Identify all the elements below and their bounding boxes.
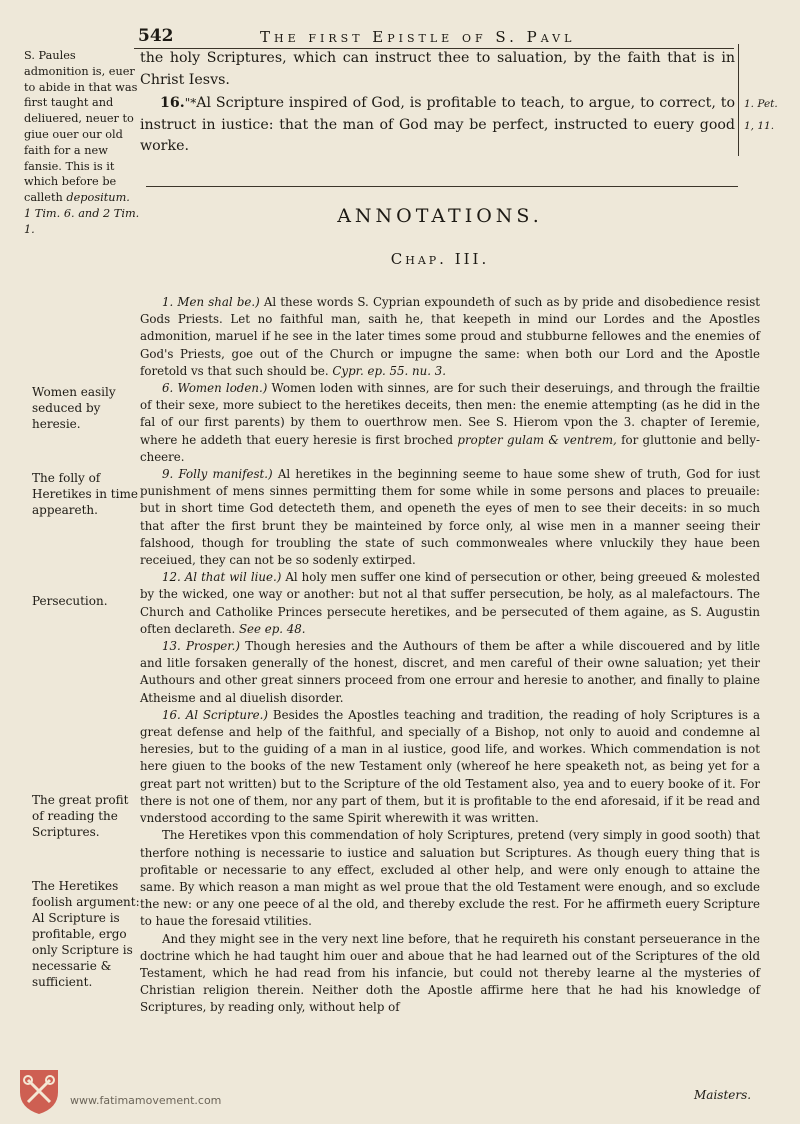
annotation-text: The Heretikes vpon this commendation of holy Scriptures, pretend (very simply in good sooth) that therfore nothing is necessarie to iustice and saluation but Scriptures. As though euery thing that is profitable or necessarie to any effect, excluded al other help, and were only enough to attaine the same. By which reason a man might as wel proue that the old Testament were enough, and so exclude the new: or any one peece of al the old, and thereby exclude the rest. For he affirmeth euery Scripture to haue the foresaid vtilities. (140, 828, 760, 929)
annotation-text: Al heretikes in the beginning seeme to haue some shew of truth, God for iust punishment of mens sinnes permitting them for some while in some persons and places to preuaile: but in short time God detecteth them, and openeth the eyes of men to see their deceits: in so much that after the first brunt they be mainteined by force only, al wise men in a manner seeing their falshood, though for troubling the state of such commonweales where vnluckily they haue been receiued, they can not be so sodenly extirped. (140, 467, 760, 568)
annotation-text: Though heresies and the Authours of them be after a while discouered and by litle and litle forsaken generally of the honest, discret, and men careful of their owne saluation; yet their Authours and other great sinners proceed from one errour and heresie to another, and finally to plaine Atheisme and al diuelish disorder. (140, 639, 760, 705)
annotations-body (140, 294, 760, 1017)
running-title: The first Epistle of S. Pavl (260, 28, 576, 46)
annotation-paragraph (140, 294, 760, 380)
annotation-paragraph (140, 380, 760, 466)
scripture-text (140, 48, 735, 158)
annotation-tail: for gluttonie and belly-cheere. (140, 432, 760, 464)
catchword: Maisters. (694, 1088, 752, 1102)
verse-16-mark: "* (184, 96, 197, 110)
annotation-text: Besides the Apostles teaching and tradition, the reading of holy Scriptures is a great defense and help of the faithful, and specially of a Bishop, not only to auoid and condemne al heresies, but to the guiding of a man in al iustice, good life, and workes. Which commendation is not here giuen to the books of the new Testament only (whereof he here speaketh not, as being yet for a great part not written) but to the Scripture of the old Testament also, yea and to euery booke of it. For there is not one of them, nor any part of them, but it is profitable to the end aforesaid, if it be read and vnderstood according to the same Spirit wherewith it was written. (140, 707, 760, 826)
margin-ref-right (744, 93, 800, 137)
verse-16 (140, 93, 735, 158)
annotation-text: Al these words S. Cyprian expoundeth of such as by pride and disobedience resist Gods Priests. Let no faithful man, saith he, that keepeth in mind our Lordes and the Apostles admonition, maruel if he see in the later times some proud and stubburne fellowes and the enemies of God's Priests, goe out of the Church or impugne the same: when both our Lord and the Apostle foretold vs that such should be. (140, 295, 760, 378)
annotation-text: And they might see in the very next line before, that he requireth his constant perseuerance in the doctrine which he had taught him ouer and aboue that he had learned out of the Scriptures of the old Testament, which he had read from his infancie, but could not thereby learne al the mysteries of Christian religion therein. Neither doth the Apostle affirme here that he had his knowledge of Scriptures, by reading only, without help of (140, 931, 760, 1015)
annotation-paragraph (140, 638, 760, 707)
annotation-paragraph (140, 707, 760, 827)
verse-16-number: 16. (160, 95, 185, 111)
margin-note-profit: The great profit of reading the Scriptures. (32, 793, 129, 839)
margin-note-women: Women easily seduced by heresie. (32, 385, 116, 431)
annotation-lemma: 16. Al Scripture.) (162, 707, 268, 722)
annotation-ref: propter gulam & ventrem, (453, 432, 617, 447)
verse-16-text: Al Scripture inspired of God, is profitable to teach, to argue, to correct, to instruct in iustice: that the man of God may be perfect, instructed to euery good worke. (140, 95, 735, 154)
margin-note-italic: depositum. (66, 191, 130, 205)
verse-15-tail: the holy Scriptures, which can instruct thee to saluation, by the faith that is in Christ Iesvs. (140, 50, 735, 88)
right-column-rule (738, 44, 739, 156)
running-head (20, 26, 740, 50)
annotation-lemma: 9. Folly manifest.) (162, 467, 273, 482)
margin-note-foolish-argument: The Heretikes foolish argument: Al Scripture is profitable, ergo only Scripture is necessarie & sufficient. (32, 879, 140, 989)
papal-keys-shield-icon (12, 1066, 66, 1116)
margin-note-folly: The folly of Heretikes in time appeareth. (32, 471, 138, 517)
annotation-text: Women loden with sinnes, are for such their deseruings, and through the frailtie of their sexe, more subiect to the heretikes deceits, then men: the enemie attempting (as he did in the fal of our first parents) by them to ouerthrow men. See S. Hierom vpon the 3. chapter of Ieremie, where he addeth that euery heresie is first broched (140, 381, 760, 447)
annotation-paragraph (140, 931, 760, 1017)
margin-ref-1: 1. Pet. (744, 98, 778, 110)
annotation-ref: See ep. 48. (235, 621, 306, 636)
annotations-heading: ANNOTATIONS. (337, 205, 543, 227)
margin-note-ref: 1 Tim. 6. and 2 Tim. 1. (24, 206, 140, 236)
annotation-lemma: 12. Al that wil liue.) (162, 570, 282, 585)
annotation-lemma: 13. Prosper.) (162, 639, 240, 654)
annotation-text: Al holy men suffer one kind of persecution or other, being greeued & molested by the wicked, one way or another: but not al that suffer persecution, be holy, as al malefactours. The Church and Catholike Princes persecute heretikes, and be persecuted of them againe, as S. Augustin often declareth. (140, 570, 760, 636)
annotation-lemma: 1. Men shal be.) (162, 295, 260, 309)
section-rule (146, 186, 738, 187)
annotation-paragraph (140, 466, 760, 569)
margin-note-persecution: Persecution. (32, 594, 108, 608)
annotation-paragraph (140, 827, 760, 930)
chapter-heading: Chap. III. (390, 250, 490, 268)
annotation-paragraph (140, 569, 760, 638)
annotation-lemma: 6. Women loden.) (162, 381, 268, 396)
footer-url: www.fatimamovement.com (70, 1094, 222, 1107)
margin-ref-2: 1, 11. (744, 120, 775, 132)
annotation-ref: Cypr. ep. 55. nu. 3. (328, 363, 446, 378)
margin-note-text: S. Paules admonition is, euer to abide in that was first taught and deliuered, neuer to giue ouer our old faith for a new fansie. This is it which before be calleth (24, 49, 138, 205)
page-number: 542 (138, 26, 174, 46)
margin-note-admonition (24, 48, 142, 238)
